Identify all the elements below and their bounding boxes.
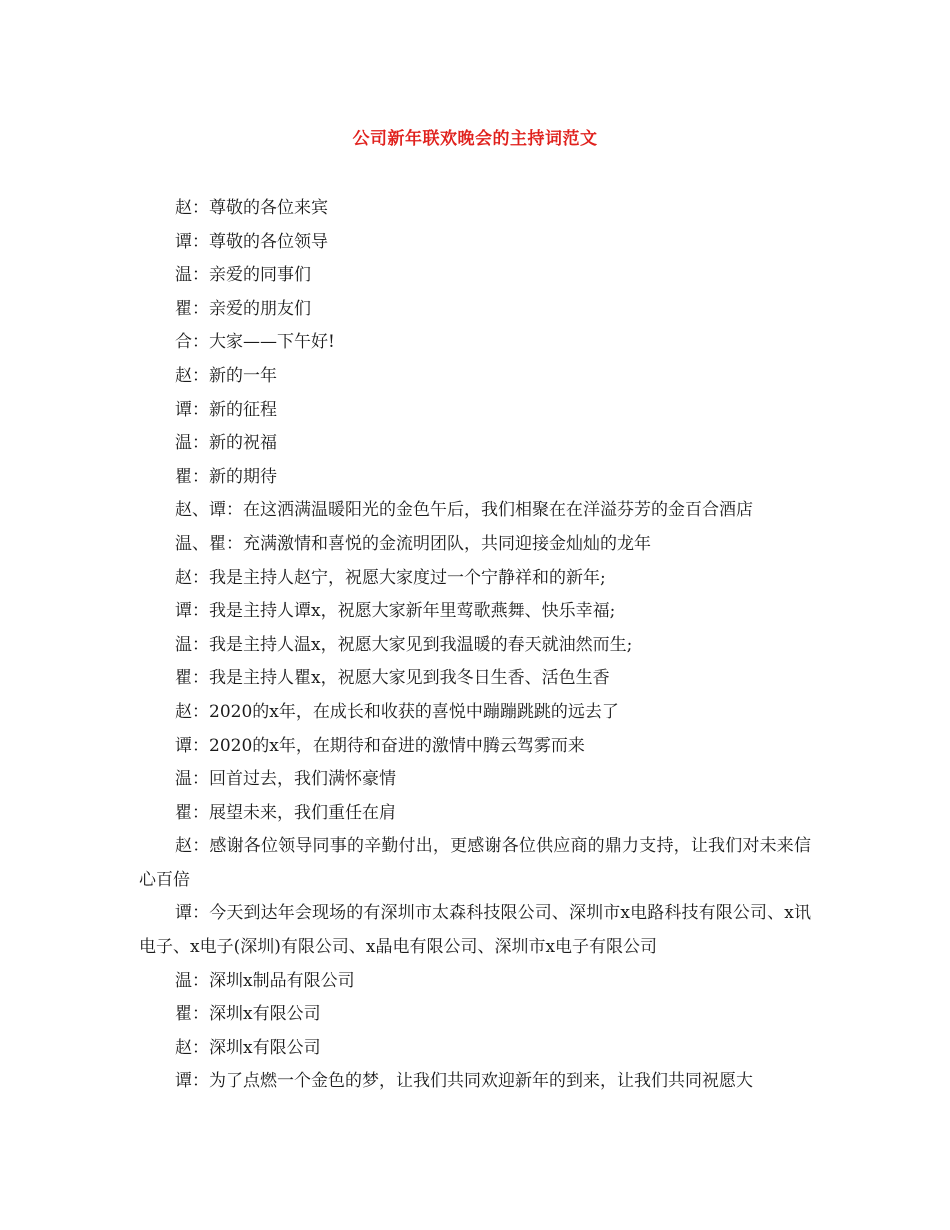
paragraph: 温、瞿：充满激情和喜悦的金流明团队，共同迎接金灿灿的龙年: [175, 533, 651, 554]
paragraph: 瞿：我是主持人瞿x，祝愿大家见到我冬日生香、活色生香: [175, 668, 610, 689]
paragraph: 谭：2020的x年，在期待和奋进的激情中腾云驾雾而来: [175, 735, 585, 756]
paragraph: 温：深圳x制品有限公司: [175, 970, 355, 991]
paragraph: 瞿：新的期待: [175, 466, 277, 487]
paragraph: 温：回首过去，我们满怀豪情: [175, 769, 396, 790]
paragraph: 瞿：深圳x有限公司: [175, 1004, 321, 1025]
paragraph: 赵：尊敬的各位来宾: [175, 198, 328, 218]
paragraph: 温：亲爱的同事们: [175, 265, 311, 286]
paragraph: 谭：为了点燃一个金色的梦，让我们共同欢迎新年的到来，让我们共同祝愿大: [175, 1071, 753, 1092]
paragraph: 赵：我是主持人赵宁，祝愿大家度过一个宁静祥和的新年;: [175, 567, 606, 588]
paragraph: 瞿：展望未来，我们重任在肩: [175, 802, 396, 823]
paragraph: 赵、谭：在这洒满温暖阳光的金色午后，我们相聚在在洋溢芬芳的金百合酒店: [175, 500, 753, 521]
paragraph: 温：新的祝福: [175, 433, 277, 454]
paragraph: 温：我是主持人温x，祝愿大家见到我温暖的春天就油然而生;: [175, 634, 633, 655]
paragraph: 谭：今天到达年会现场的有深圳市太森科技限公司、深圳市x电路科技有限公司、x讯电子、x电子(深圳)有限公司、x晶电有限公司、深圳市x电子有限公司: [139, 903, 811, 958]
paragraph: 赵：感谢各位领导同事的辛勤付出，更感谢各位供应商的鼎力支持，让我们对未来信心百倍: [139, 836, 811, 890]
paragraph: 赵：2020的x年，在成长和收获的喜悦中蹦蹦跳跳的远去了: [175, 701, 619, 722]
document-title: 公司新年联欢晚会的主持词范文: [352, 129, 598, 149]
paragraph: 谭：尊敬的各位领导: [175, 231, 328, 252]
document-body: [139, 192, 811, 1099]
paragraph: 谭：新的征程: [175, 399, 277, 420]
paragraph: 合：大家——下午好!: [175, 332, 335, 353]
paragraph: 瞿：亲爱的朋友们: [175, 298, 311, 319]
paragraph: 赵：深圳x有限公司: [175, 1037, 321, 1058]
paragraph: 赵：新的一年: [175, 365, 277, 386]
paragraph: 谭：我是主持人谭x，祝愿大家新年里莺歌燕舞、快乐幸福;: [175, 601, 616, 622]
